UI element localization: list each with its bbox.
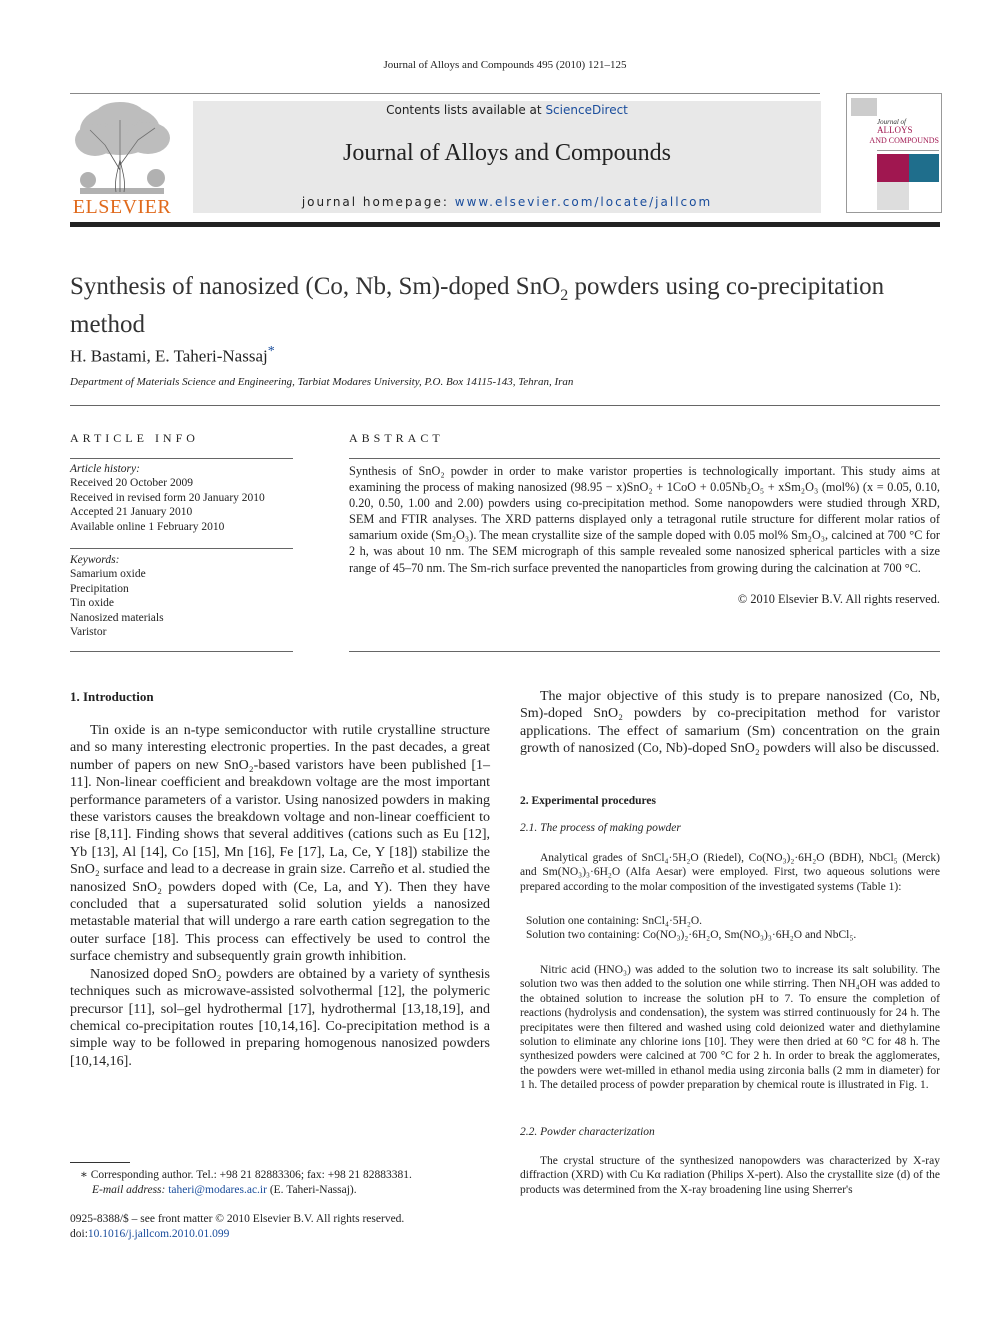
contents-line bbox=[193, 103, 821, 117]
intro-paragraph-1: Tin oxide is an n-type semiconductor with rutile crystalline structure and so many interesting electronic properties. In the past decades, a great number of papers on new SnO₂-based varistors have been published [1–11]. Non-linear coefficient and breakdown voltage are the most important performance parameters of a varistor. Using nanosized powders in making these varistors causes the breakdown voltage and non-linear coefficient to rise [8,11]. Finding shows that several additives (cations such as Eu [12], Yb [13], Al [14], Co [15], Mn [16], Fe [17], La, Ce, Y [18]) stabilize the SnO₂ surface and lead to a decrease in grain size. Carreño et al. studied the nanosized SnO₂ powders doped with (Ce, La, and Y). Then they have concluded that a supersaturated solid solution yields a nanosized metastable material that will undergo a rare earth cation segregation to the outer surface [18]. This process can effectively be used to control the surface chemistry and subsequently grain growth inhibition. bbox=[70, 723, 490, 965]
intro-continued bbox=[520, 688, 940, 758]
experimental-paragraph-2 bbox=[520, 963, 940, 1093]
cover-magenta-block bbox=[877, 154, 909, 182]
author-list bbox=[70, 344, 670, 367]
article-info-rule bbox=[70, 458, 293, 459]
doi-prefix: doi: bbox=[70, 1228, 88, 1240]
header-rule bbox=[70, 405, 940, 406]
section-2-heading: 2. Experimental procedures bbox=[520, 795, 656, 807]
cover-teal-block bbox=[909, 154, 939, 182]
article-info-bottom-rule bbox=[70, 651, 293, 652]
cover-line1: Journal of bbox=[877, 118, 906, 126]
article-info-heading: ARTICLE INFO bbox=[70, 431, 199, 445]
corresponding-author: ∗ Corresponding author. Tel.: +98 21 82883306; fax: +98 21 82883381. bbox=[80, 1169, 412, 1181]
experimental-paragraph-3 bbox=[520, 1154, 940, 1197]
section-1-heading: 1. Introduction bbox=[70, 689, 154, 704]
cover-emblem-icon bbox=[851, 98, 877, 116]
solutions-list bbox=[526, 914, 940, 943]
front-matter bbox=[70, 1212, 510, 1242]
article-title bbox=[70, 272, 940, 339]
abstract-text: Synthesis of SnO₂ powder in order to make varistor properties is technologically important. This study aims at examining the process of making nanosized (98.95 − x)SnO₂ + 1CoO + 0.05Nb₂O₅ + xSm₂O₃ (mol%) (x = 0.05, 0.10, 0.20, 0.50, 1.00 and 2.00) powders using co-precipitation method. Some nanopowders were studied through XRD, SEM and FTIR analyses. The XRD patterns displayed only a tetragonal rutile structure for different molar ratios of samarium oxide (Sm₂O₃). The mean crystallite size of the sample doped with 0.05 mol% Sm₂O₃, calcined at 700 °C for 2 h, was about 10 nm. The SEM micrograph of this sample revealed some nanosized spherical particles with a size range of 45–70 nm. The Sm-rich surface prevented the nanoparticles from growing during the calcination at 700 °C. bbox=[349, 464, 940, 575]
keywords-label: Keywords: bbox=[70, 554, 120, 566]
subsection-2-1-heading: 2.1. The process of making powder bbox=[520, 822, 681, 834]
intro-body bbox=[70, 722, 490, 1070]
footnote bbox=[80, 1168, 500, 1198]
title-part1: Synthesis of nanosized (Co, Nb, Sm)-doped SnO bbox=[70, 273, 561, 300]
email-label: E-mail address: bbox=[92, 1184, 169, 1196]
history-item: Received 20 October 2009 bbox=[70, 477, 193, 490]
solution-two: Solution two containing: Co(NO₃)₂·6H₂O, Sm(NO₃)₃·6H₂O and NbCl₅. bbox=[526, 929, 857, 942]
experimental-p3: The crystal structure of the synthesized nanopowders was characterized by X-ray diffraction (XRD) with Cu Kα radiation (Philips X-pert). Also the crystallite size (d) of the products was determined from the X-ray broadening line using Sherrer's bbox=[520, 1155, 940, 1196]
elsevier-tree-icon bbox=[70, 100, 174, 196]
running-header: Journal of Alloys and Compounds 495 (2010) 121–125 bbox=[383, 59, 627, 71]
corresponding-mark[interactable]: * bbox=[267, 344, 275, 359]
article-history bbox=[70, 462, 295, 534]
elsevier-logo bbox=[70, 100, 174, 218]
email-link[interactable]: taheri@modares.ac.ir bbox=[168, 1184, 267, 1196]
publisher-name: ELSEVIER bbox=[72, 196, 172, 218]
authors: H. Bastami, E. Taheri-Nassaj bbox=[70, 346, 268, 366]
footnote-rule bbox=[70, 1162, 130, 1163]
homepage-line bbox=[193, 195, 821, 209]
history-item: Received in revised form 20 January 2010 bbox=[70, 491, 265, 504]
keywords-rule bbox=[70, 548, 293, 549]
history-label: Article history: bbox=[70, 463, 140, 475]
doi-line bbox=[70, 1227, 510, 1242]
sciencedirect-link[interactable]: ScienceDirect bbox=[545, 103, 628, 117]
cover-rule bbox=[877, 150, 939, 151]
abstract-heading: ABSTRACT bbox=[349, 431, 444, 445]
subsection-2-2-heading: 2.2. Powder characterization bbox=[520, 1126, 655, 1138]
abstract-bottom-rule bbox=[349, 651, 940, 652]
email-suffix: (E. Taheri-Nassaj). bbox=[266, 1184, 357, 1196]
keywords bbox=[70, 553, 295, 639]
intro-paragraph-2: Nanosized doped SnO₂ powders are obtained by a variety of synthesis techniques such as microwave-assisted solvothermal [12], the polymeric precursor [11], sol–gel hydrothermal [17], hydrothermal [13,18,19], and chemical co-precipitation routes [10,14,16]. Co-precipitation method is a simple way to be followed in preparing homogenous nanosized powders [10,14,16]. bbox=[70, 966, 490, 1069]
abstract-copyright: © 2010 Elsevier B.V. All rights reserved. bbox=[737, 592, 940, 606]
abstract-rule bbox=[349, 458, 940, 459]
experimental-p1: Analytical grades of SnCl₄·5H₂O (Riedel), Co(NO₃)₂·6H₂O (BDH), NbCl₅ (Merck) and Sm(NO₃)₃·6H₂O (Alfa Aesar) were employed. First, two aqueous solutions were prepared according to the molar composition of the investigated systems (Table 1): bbox=[520, 852, 940, 893]
history-item: Accepted 21 January 2010 bbox=[70, 506, 193, 519]
contents-prefix: Contents lists available at bbox=[386, 103, 546, 117]
email-line bbox=[80, 1183, 500, 1198]
cover-line2: ALLOYS bbox=[877, 125, 913, 135]
keyword: Nanosized materials bbox=[70, 611, 164, 624]
solution-one: Solution one containing: SnCl₄·5H₂O. bbox=[526, 915, 703, 927]
masthead-top-rule bbox=[70, 93, 820, 94]
experimental-p2: Nitric acid (HNO₃) was added to the solution two to increase its salt solubility. The solution two was then added to the solution one while stirring. Then NH₄OH was added to the obtained solution to increase the solution pH to 7. To ensure the completion of reactions (hydrolysis and condensation), the system was stirred continuously for 24 h. The precipitates were then filtered and washed using cold deionized water and diethylamine solution to eliminate any chlorine ions [10]. They were then dried at 60 °C for 48 h. The synthesized powders were calcined at 700 °C for 2 h. In order to break the agglomerates, the powders were wet-milled in ethanol media using zirconia balls (2 mm in diameter) for 1 h. The detailed process of powder preparation by chemical route is illustrated in Fig. 1. bbox=[520, 964, 940, 1092]
affiliation: Department of Materials Science and Engineering, Tarbiat Modares University, P.O. Box 14115-143, Tehran, Iran bbox=[70, 376, 574, 388]
keyword: Tin oxide bbox=[70, 597, 114, 610]
masthead-thick-rule bbox=[70, 222, 940, 227]
experimental-paragraph-1 bbox=[520, 851, 940, 894]
title-part2: powders using co-precipitation method bbox=[70, 273, 885, 338]
journal-title: Journal of Alloys and Compounds bbox=[343, 140, 671, 166]
history-item: Available online 1 February 2010 bbox=[70, 520, 225, 533]
issn-line: 0925-8388/$ – see front matter © 2010 Elsevier B.V. All rights reserved. bbox=[70, 1213, 405, 1225]
homepage-prefix: journal homepage: bbox=[301, 195, 455, 209]
keyword: Precipitation bbox=[70, 582, 129, 595]
title-subscript: 2 bbox=[560, 287, 569, 304]
cover-line3: AND COMPOUNDS bbox=[869, 136, 939, 145]
cover-gray-block bbox=[877, 182, 909, 210]
homepage-link[interactable]: www.elsevier.com/locate/jallcom bbox=[454, 195, 713, 209]
doi-link[interactable]: 10.1016/j.jallcom.2010.01.099 bbox=[87, 1228, 230, 1240]
keyword: Samarium oxide bbox=[70, 568, 146, 581]
keyword: Varistor bbox=[70, 626, 107, 639]
intro-paragraph-3: The major objective of this study is to prepare nanosized (Co, Nb, Sm)-doped SnO₂ powders by co-precipitation method for varistor applications. The effect of samarium (Sm) concentration on the grain growth of nanosized (Co, Nb)-doped SnO₂ powders will also be discussed. bbox=[520, 689, 940, 757]
journal-cover bbox=[846, 93, 942, 213]
